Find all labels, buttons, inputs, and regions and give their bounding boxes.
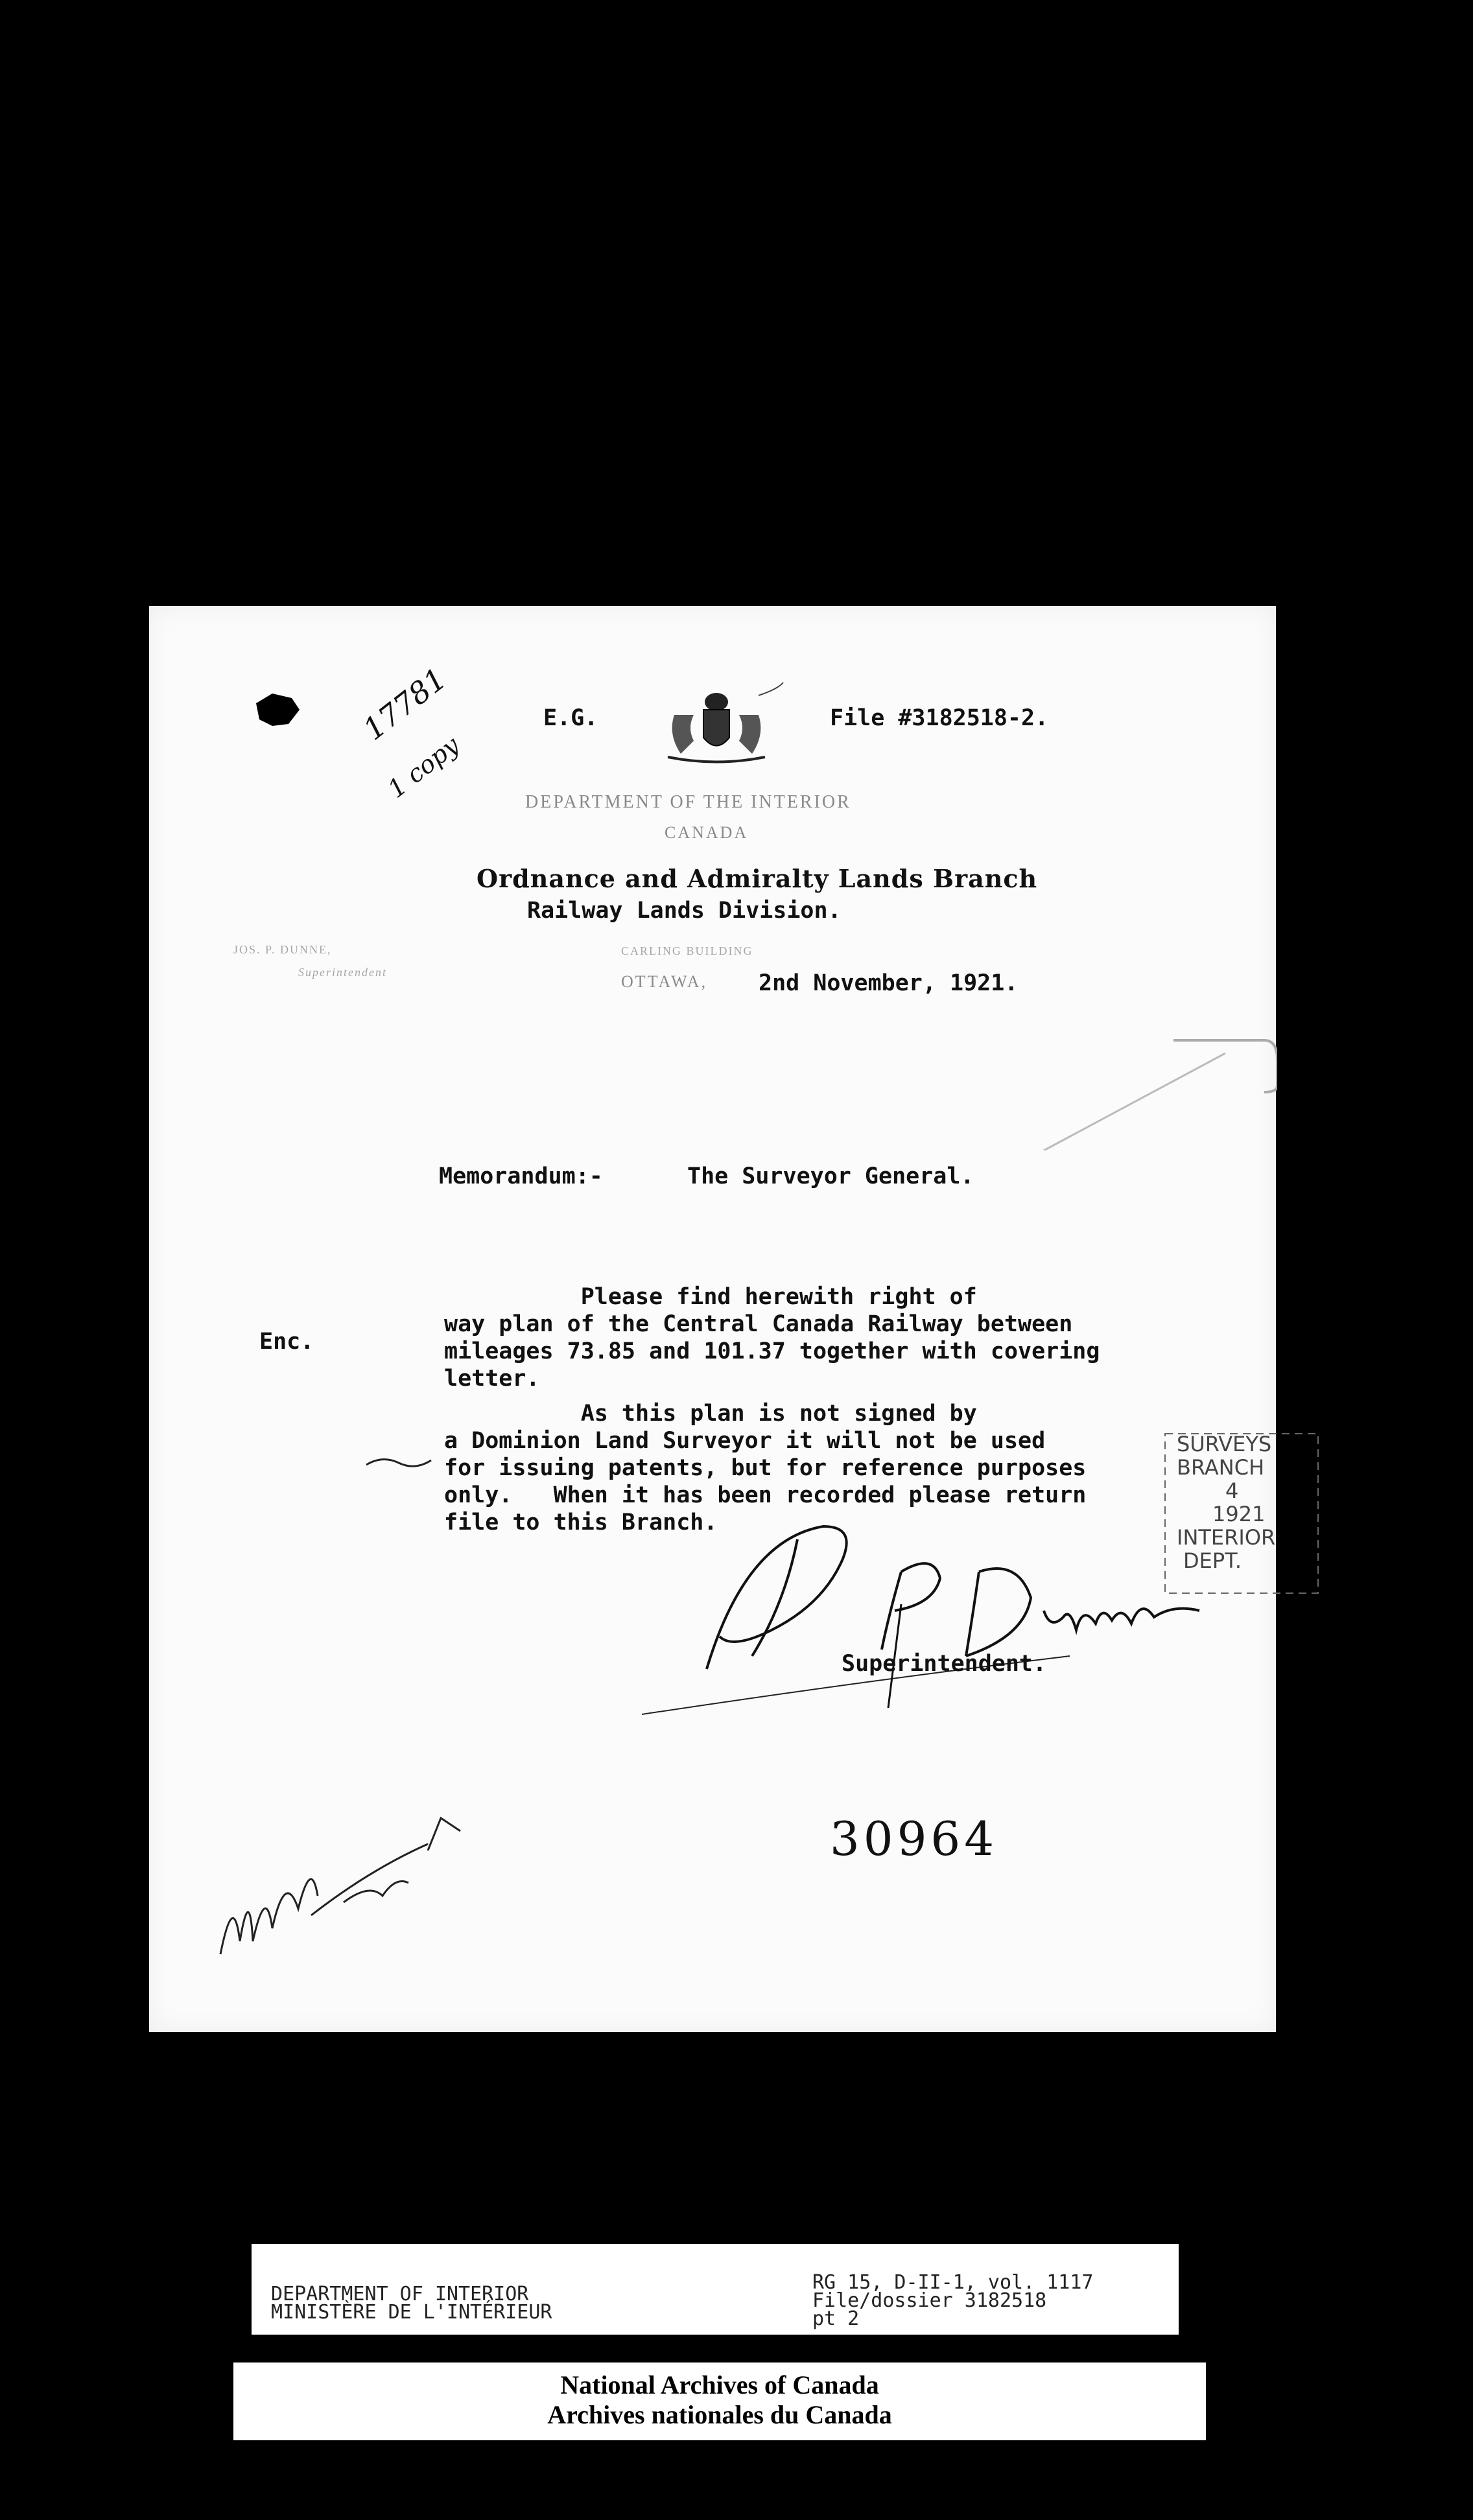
bottom-left-handwriting [214, 1792, 486, 1987]
p2-line-4: only. When it has been recorded please return [444, 1482, 1087, 1508]
superintendent-name-print: JOS. P. DUNNE, [233, 943, 332, 956]
city-print: OTTAWA, [621, 972, 708, 991]
letter-page [149, 606, 1276, 2032]
archive-part: pt 2 [812, 2307, 860, 2330]
p1-line-1: Please find herewith right of [444, 1284, 977, 1310]
ink-blot [253, 690, 305, 729]
stamp-line-3: 4 [1225, 1478, 1239, 1503]
eg-code: E.G. [543, 705, 598, 731]
branch-heading: Ordnance and Admiralty Lands Branch [477, 864, 1038, 893]
stamp-line-2: BRANCH [1177, 1455, 1265, 1480]
p1-line-2: way plan of the Central Canada Railway between [444, 1311, 1073, 1337]
country-heading: CANADA [665, 823, 749, 842]
archive-dept-fr: MINISTÈRE DE L'INTÉRIEUR [271, 2301, 552, 2324]
p2-line-3: for issuing patents, but for reference purposes [444, 1455, 1087, 1481]
p2-line-5: file to this Branch. [444, 1510, 718, 1535]
enclosure-label: Enc. [259, 1329, 314, 1355]
department-heading: DEPARTMENT OF THE INTERIOR [525, 792, 851, 812]
margin-scribble [363, 1449, 434, 1475]
archive-record-group: RG 15, D-II-1, vol. 1117 [812, 2271, 1094, 2294]
stamp-line-1: SURVEYS [1177, 1432, 1272, 1456]
memorandum-label: Memorandum:- [439, 1163, 603, 1189]
p1-line-3: mileages 73.85 and 101.37 together with covering [444, 1338, 1100, 1364]
p2-line-2: a Dominion Land Surveyor it will not be used [444, 1428, 1046, 1454]
division-heading: Railway Lands Division. [527, 898, 842, 924]
handwritten-reference-number: 30964 [830, 1812, 998, 1866]
handwritten-copy-note: 1 copy [383, 730, 465, 804]
archive-dept-en: DEPARTMENT OF INTERIOR [271, 2283, 529, 2305]
stamp-line-5: INTERIOR [1177, 1525, 1276, 1550]
p2-line-1: As this plan is not signed by [444, 1401, 977, 1427]
signoff-title: Superintendent. [842, 1651, 1047, 1677]
faint-stamp-mark [1005, 1034, 1277, 1150]
building-print: CARLING BUILDING [621, 944, 753, 957]
handwritten-number: 17781 [357, 660, 453, 747]
stamp-line-4: 1921 [1212, 1502, 1266, 1526]
coat-of-arms-emblem [648, 676, 784, 767]
archives-footer [233, 2362, 1206, 2440]
memorandum-recipient: The Surveyor General. [687, 1163, 974, 1189]
letter-date: 2nd November, 1921. [759, 970, 1019, 996]
stamp-line-6: DEPT. [1183, 1548, 1242, 1573]
signature-image [629, 1500, 1251, 1734]
archive-file-number: File/dossier 3182518 [812, 2289, 1047, 2312]
archives-name-en: National Archives of Canada [560, 2370, 879, 2399]
archives-name-fr: Archives nationales du Canada [547, 2400, 892, 2429]
p1-line-4: letter. [444, 1366, 540, 1392]
archive-reference-label [252, 2244, 1179, 2335]
file-number: File #3182518-2. [830, 705, 1049, 731]
superintendent-title-print: Superintendent [298, 966, 387, 979]
